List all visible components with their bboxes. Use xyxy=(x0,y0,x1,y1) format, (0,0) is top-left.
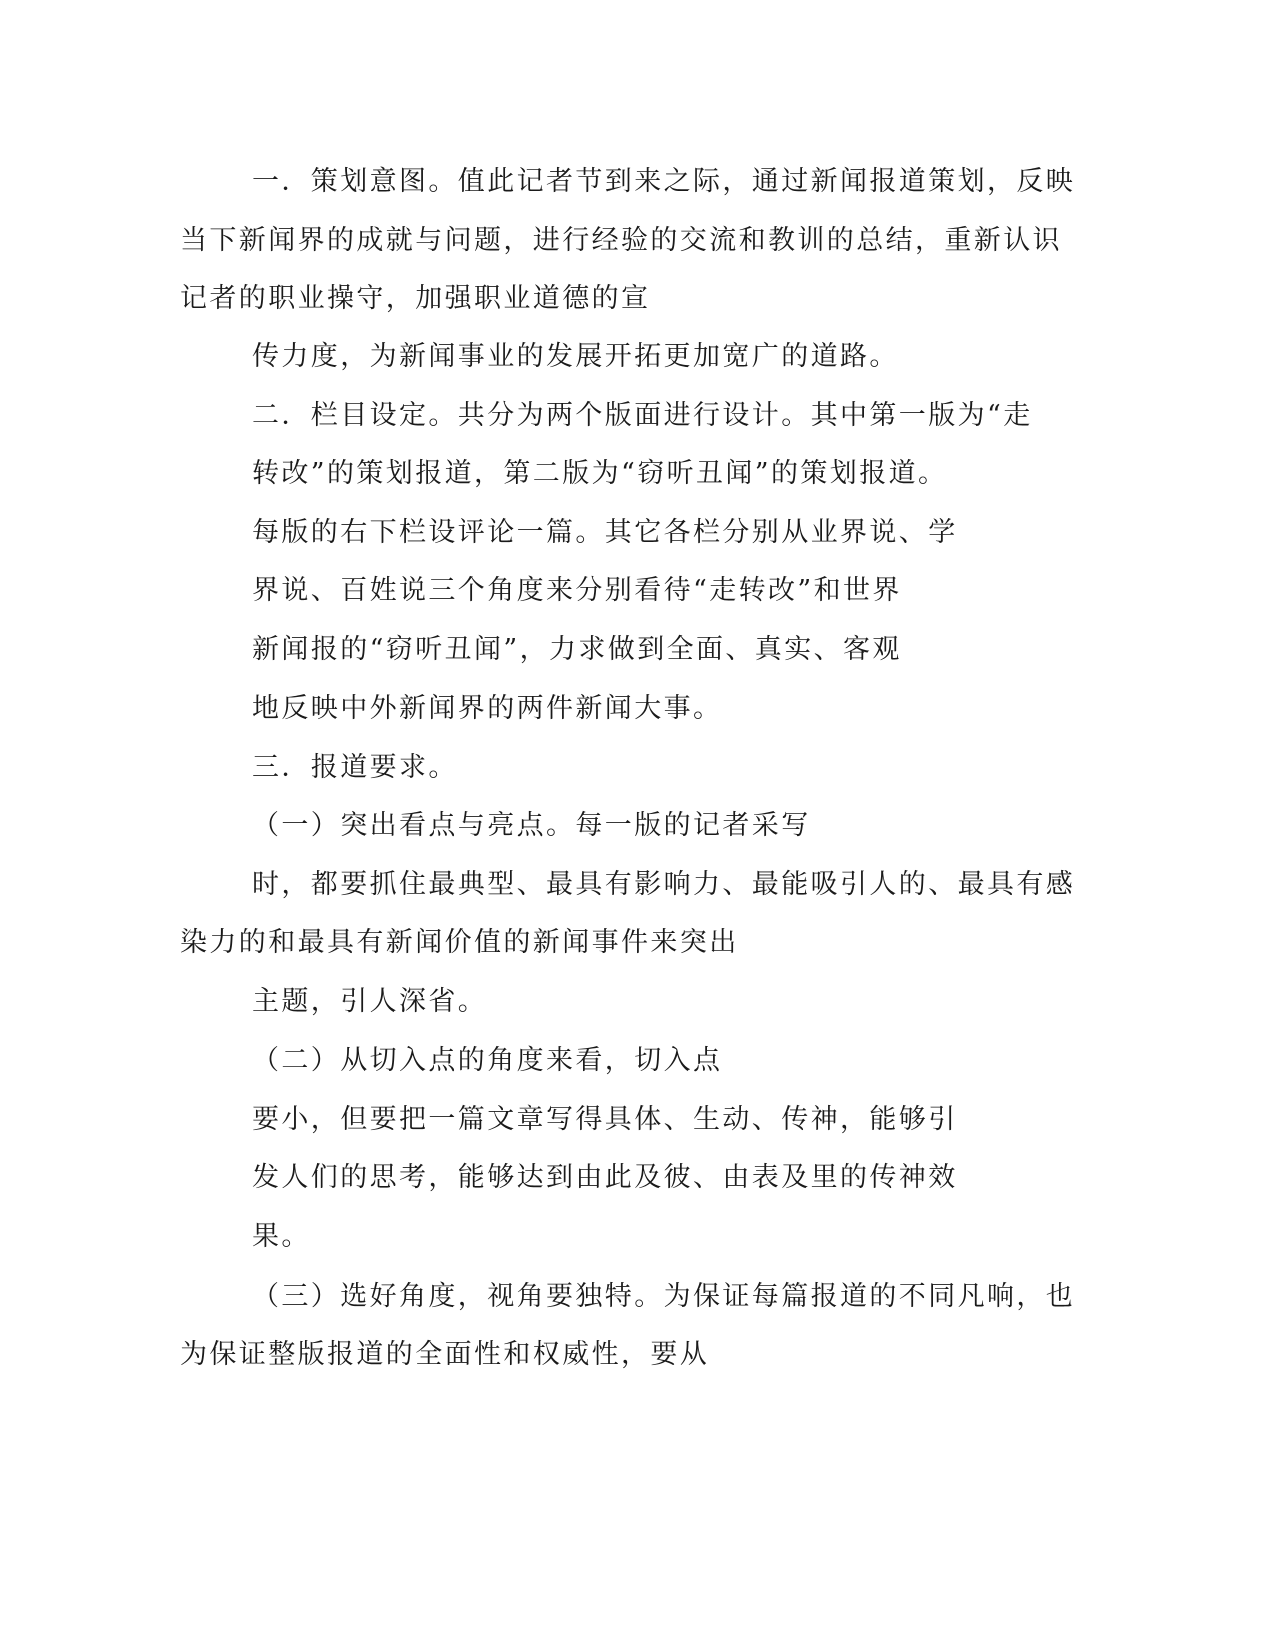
text-line: 为保证整版报道的全面性和权威性，要从 xyxy=(180,1339,710,1370)
text-line: 转改”的策划报道，第二版为“窃听丑闻”的策划报道。 xyxy=(252,458,948,489)
text-line: 主题，引人深省。 xyxy=(252,986,488,1017)
text-line: 传力度，为新闻事业的发展开拓更加宽广的道路。 xyxy=(252,341,899,372)
text-line: 地反映中外新闻界的两件新闻大事。 xyxy=(252,693,723,724)
text-line: （一）突出看点与亮点。每一版的记者采写 xyxy=(252,810,811,841)
text-line: 记者的职业操守，加强职业道德的宣 xyxy=(180,283,651,314)
text-line: （二）从切入点的角度来看，切入点 xyxy=(252,1045,723,1076)
text-line: 染力的和最具有新闻价值的新闻事件来突出 xyxy=(180,927,739,958)
text-line: 时，都要抓住最典型、最具有影响力、最能吸引人的、最具有感 xyxy=(252,869,1076,900)
text-line: 当下新闻界的成就与问题，进行经验的交流和教训的总结，重新认识 xyxy=(180,225,1062,256)
text-line: 每版的右下栏设评论一篇。其它各栏分别从业界说、学 xyxy=(252,517,958,548)
text-line: 发人们的思考，能够达到由此及彼、由表及里的传神效 xyxy=(252,1162,958,1193)
text-line: 果。 xyxy=(252,1221,311,1252)
text-line: 要小，但要把一篇文章写得具体、生动、传神，能够引 xyxy=(252,1104,958,1135)
text-line: （三）选好角度，视角要独特。为保证每篇报道的不同凡响，也 xyxy=(252,1281,1076,1312)
text-line: 界说、百姓说三个角度来分别看待“走转改”和世界 xyxy=(252,575,902,606)
text-line: 二．栏目设定。共分为两个版面进行设计。其中第一版为“走 xyxy=(252,400,1033,431)
text-line: 三．报道要求。 xyxy=(252,752,458,783)
text-line: 新闻报的“窃听丑闻”，力求做到全面、真实、客观 xyxy=(252,634,902,665)
text-line: 一．策划意图。值此记者节到来之际，通过新闻报道策划，反映 xyxy=(252,166,1076,197)
